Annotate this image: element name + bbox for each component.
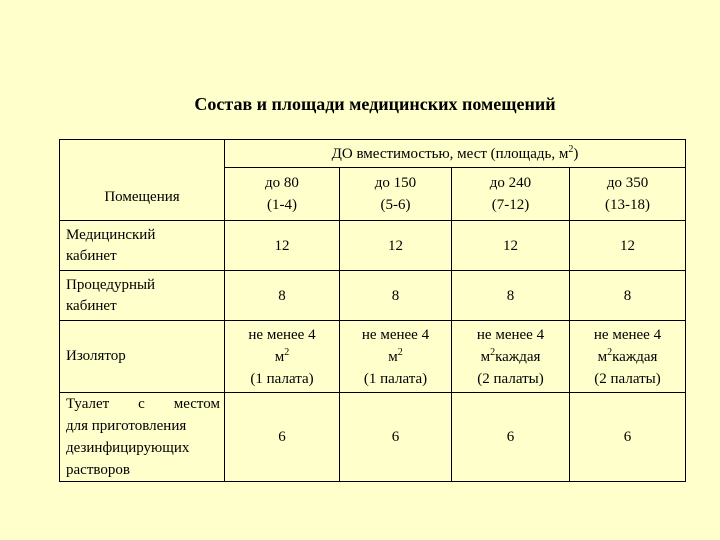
value-cell: 12 xyxy=(225,221,340,271)
value-line: не менее 4 xyxy=(593,326,662,343)
value-line: не менее 4 xyxy=(248,326,316,343)
unit-text: м xyxy=(388,348,398,365)
value-cell: 6 xyxy=(452,393,570,482)
value-unit-line xyxy=(340,346,451,368)
value-line: не менее 4 xyxy=(476,326,545,343)
room-name-line: Изолятор xyxy=(66,348,126,364)
value-line: (1 палата) xyxy=(363,370,428,387)
capacity-range: (13-18) xyxy=(605,197,650,213)
page-title: Состав и площади медицинских помещений xyxy=(194,94,556,114)
unit-sup: 2 xyxy=(397,346,403,358)
unit-text: м xyxy=(480,348,491,365)
value-cell: 12 xyxy=(570,221,686,271)
unit-sup: 2 xyxy=(490,346,496,358)
table-row xyxy=(60,393,686,482)
capacity-group-header-sup: 2 xyxy=(568,143,574,155)
room-name-line: кабинет xyxy=(66,297,117,314)
room-name-cell xyxy=(60,271,225,321)
table-row xyxy=(60,321,686,393)
table-row xyxy=(60,221,686,271)
value-unit-line xyxy=(570,346,685,368)
capacity-header xyxy=(570,168,686,221)
unit-sup: 2 xyxy=(607,346,613,358)
capacity-label: до 240 xyxy=(489,175,532,191)
rooms-table xyxy=(59,139,686,482)
capacity-header xyxy=(452,168,570,221)
unit-text: м xyxy=(274,348,285,365)
unit-sup: 2 xyxy=(284,346,290,358)
value-line: не менее 4 xyxy=(361,326,430,343)
value-cell: 6 xyxy=(340,393,452,482)
value-cell xyxy=(452,321,570,393)
value-cell xyxy=(340,321,452,393)
capacity-header xyxy=(225,168,340,221)
value-cell: 8 xyxy=(452,271,570,321)
value-cell xyxy=(570,321,686,393)
capacity-group-header xyxy=(225,140,686,168)
value-cell: 6 xyxy=(570,393,686,482)
value-unit-line xyxy=(225,346,339,368)
value-cell: 8 xyxy=(225,271,340,321)
table-header-row xyxy=(60,140,686,168)
room-name-cell xyxy=(60,393,225,482)
room-name-line: растворов xyxy=(66,462,130,478)
value-cell: 12 xyxy=(340,221,452,271)
room-name-line: для приготовления xyxy=(66,418,187,434)
unit-text: м xyxy=(597,348,608,365)
room-name-line: Туалет с местом xyxy=(66,396,220,412)
capacity-header xyxy=(340,168,452,221)
room-name-line: Медицинский xyxy=(66,226,156,243)
unit-after: каждая xyxy=(495,348,541,365)
rooms-column-header: Помещения xyxy=(60,140,225,221)
capacity-range: (7-12) xyxy=(491,197,530,213)
capacity-label: до 80 xyxy=(265,175,299,191)
value-line: (2 палаты) xyxy=(477,370,544,387)
room-name-cell xyxy=(60,321,225,393)
capacity-range: (5-6) xyxy=(380,197,411,213)
room-name-line: Процедурный xyxy=(66,276,156,293)
value-cell: 8 xyxy=(340,271,452,321)
value-line: (2 палаты) xyxy=(594,370,661,387)
room-name-cell xyxy=(60,221,225,271)
capacity-label: до 350 xyxy=(606,175,649,191)
value-cell xyxy=(225,321,340,393)
room-name-line: кабинет xyxy=(66,247,117,264)
value-cell: 8 xyxy=(570,271,686,321)
value-unit-line xyxy=(452,346,569,368)
value-cell: 6 xyxy=(225,393,340,482)
room-name-line: дезинфицирующих xyxy=(66,440,190,456)
value-cell: 12 xyxy=(452,221,570,271)
capacity-group-header-close: ) xyxy=(573,145,579,162)
unit-after: каждая xyxy=(612,348,658,365)
capacity-label: до 150 xyxy=(374,175,417,191)
table-row xyxy=(60,271,686,321)
value-line: (1 палата) xyxy=(250,370,314,387)
capacity-range: (1-4) xyxy=(267,197,297,213)
capacity-group-header-text: ДО вместимостью, мест (площадь, м xyxy=(331,145,569,162)
